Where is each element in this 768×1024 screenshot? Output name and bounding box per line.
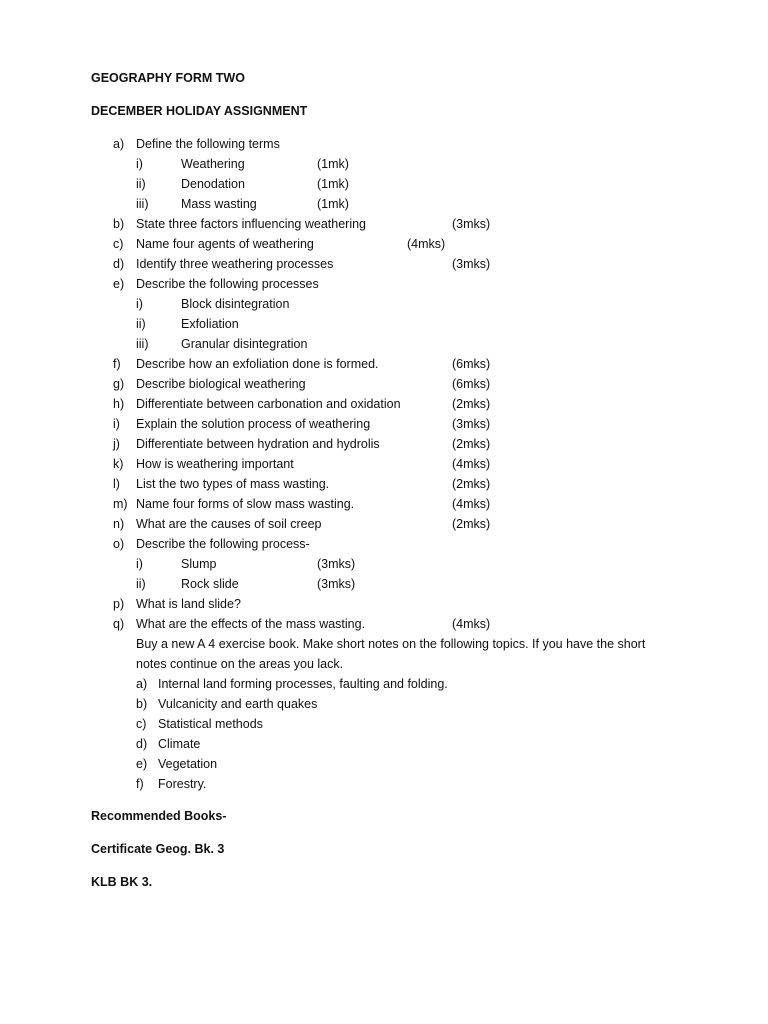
- marks: (1mk): [317, 197, 349, 211]
- marks: (2mks): [452, 517, 491, 531]
- marks: (4mks): [452, 457, 491, 471]
- question-label: n): [113, 517, 125, 531]
- marks: (2mks): [452, 397, 491, 411]
- document-subtitle: DECEMBER HOLIDAY ASSIGNMENT: [91, 104, 308, 118]
- marks: (1mk): [317, 177, 349, 191]
- marks: (2mks): [452, 477, 491, 491]
- topic-label: c): [136, 717, 147, 731]
- question-label: c): [113, 237, 124, 251]
- question-text: List the two types of mass wasting.: [136, 477, 330, 491]
- subquestion-label: iii): [136, 197, 149, 211]
- instructions-text: Buy a new A 4 exercise book. Make short notes on the following topics. If you have the short: [136, 637, 646, 651]
- question-text: What are the causes of soil creep: [136, 517, 322, 531]
- book-item: KLB BK 3.: [91, 875, 153, 889]
- question-text: What are the effects of the mass wasting.: [136, 617, 366, 631]
- question-text: Describe the following processes: [136, 277, 319, 291]
- question-label: g): [113, 377, 125, 391]
- question-label: m): [113, 497, 128, 511]
- marks: (3mks): [452, 417, 491, 431]
- instructions-text: notes continue on the areas you lack.: [136, 657, 344, 671]
- topic-label: f): [136, 777, 144, 791]
- topic-text: Internal land forming processes, faulting and folding.: [158, 677, 448, 691]
- marks: (4mks): [452, 497, 491, 511]
- question-text: State three factors influencing weathering: [136, 217, 366, 231]
- topic-label: b): [136, 697, 148, 711]
- subquestion-label: ii): [136, 317, 146, 331]
- question-text: How is weathering important: [136, 457, 294, 471]
- recommended-books-heading: Recommended Books-: [91, 809, 227, 823]
- subquestion-label: i): [136, 297, 143, 311]
- question-label: p): [113, 597, 125, 611]
- question-label: k): [113, 457, 124, 471]
- subquestion-text: Rock slide: [181, 577, 239, 591]
- topic-text: Vulcanicity and earth quakes: [158, 697, 318, 711]
- marks: (6mks): [452, 357, 491, 371]
- subquestion-text: Exfoliation: [181, 317, 239, 331]
- topic-label: d): [136, 737, 148, 751]
- marks: (6mks): [452, 377, 491, 391]
- question-text: Describe biological weathering: [136, 377, 306, 391]
- marks: (2mks): [452, 437, 491, 451]
- question-text: What is land slide?: [136, 597, 241, 611]
- subquestion-text: Denodation: [181, 177, 245, 191]
- subquestion-text: Granular disintegration: [181, 337, 308, 351]
- subquestion-label: ii): [136, 577, 146, 591]
- question-label: i): [113, 417, 120, 431]
- question-text: Differentiate between carbonation and oxidation: [136, 397, 401, 411]
- subquestion-label: ii): [136, 177, 146, 191]
- question-label: e): [113, 277, 125, 291]
- subquestion-label: iii): [136, 337, 149, 351]
- topic-label: a): [136, 677, 148, 691]
- marks: (3mks): [452, 257, 491, 271]
- marks: (1mk): [317, 157, 349, 171]
- marks: (4mks): [452, 617, 491, 631]
- subquestion-text: Block disintegration: [181, 297, 290, 311]
- question-label: f): [113, 357, 121, 371]
- question-text: Name four agents of weathering: [136, 237, 314, 251]
- question-label: o): [113, 537, 125, 551]
- topic-text: Vegetation: [158, 757, 218, 771]
- topic-text: Statistical methods: [158, 717, 263, 731]
- question-label: d): [113, 257, 125, 271]
- subquestion-label: i): [136, 557, 143, 571]
- subquestion-text: Weathering: [181, 157, 245, 171]
- question-text: Describe the following process-: [136, 537, 310, 551]
- topic-text: Climate: [158, 737, 201, 751]
- marks: (3mks): [317, 577, 356, 591]
- question-text: Differentiate between hydration and hydrolis: [136, 437, 380, 451]
- question-text: Name four forms of slow mass wasting.: [136, 497, 355, 511]
- question-text: Identify three weathering processes: [136, 257, 334, 271]
- question-text: Explain the solution process of weathering: [136, 417, 371, 431]
- document-title: GEOGRAPHY FORM TWO: [91, 71, 245, 85]
- question-label: j): [113, 437, 120, 451]
- question-label: b): [113, 217, 125, 231]
- marks: (3mks): [317, 557, 356, 571]
- topic-label: e): [136, 757, 148, 771]
- question-text: Define the following terms: [136, 137, 280, 151]
- book-item: Certificate Geog. Bk. 3: [91, 842, 225, 856]
- question-label: h): [113, 397, 125, 411]
- marks: (4mks): [407, 237, 446, 251]
- question-text: Describe how an exfoliation done is formed.: [136, 357, 379, 371]
- question-label: q): [113, 617, 125, 631]
- subquestion-label: i): [136, 157, 143, 171]
- subquestion-text: Slump: [181, 557, 217, 571]
- topic-text: Forestry.: [158, 777, 207, 791]
- question-label: a): [113, 137, 125, 151]
- question-label: l): [113, 477, 120, 491]
- subquestion-text: Mass wasting: [181, 197, 257, 211]
- marks: (3mks): [452, 217, 491, 231]
